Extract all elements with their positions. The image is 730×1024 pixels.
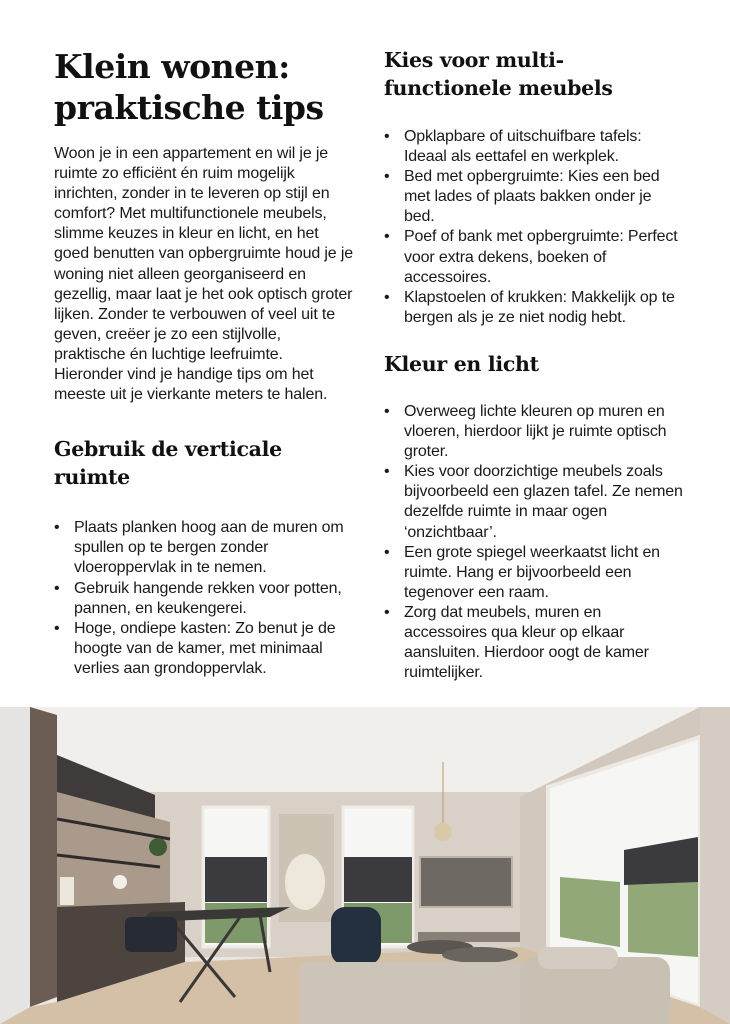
list-item-text: Overweeg lichte kleuren op muren en vloeren, hierdoor lijkt je ruimte optisch groter. [404, 402, 667, 461]
list-item [54, 518, 344, 578]
list-item-text: Opklapbare of uitschuifbare tafels: Ideaal als eettafel en werkplek. [404, 128, 642, 166]
list-item [384, 462, 684, 542]
bullet-icon: • [384, 402, 390, 420]
bullet-icon: • [384, 543, 390, 561]
list-item-text: Een grote spiegel weerkaatst licht en ruimte. Hang er bijvoorbeeld een tegenover een raam. [404, 543, 660, 601]
blind-center [344, 857, 412, 902]
section-heading-color-light: Kleur en licht [384, 351, 539, 376]
list-item-text: Poef of bank met opbergruimte: Perfect voor extra dekens, boeken of accessoires. [404, 228, 678, 286]
vase [60, 877, 74, 905]
list-item [384, 288, 684, 328]
list-item [384, 543, 684, 603]
garden-view [560, 877, 620, 947]
blind-left [205, 857, 267, 902]
right-column [384, 46, 704, 683]
bullet-icon: • [54, 579, 60, 597]
list-item-text: Plaats planken hoog aan de muren om spullen op te bergen zonder vloeroppervlak in te nemen. [74, 519, 344, 577]
interior-photo [0, 707, 730, 1024]
list-item [384, 127, 684, 167]
tips-list-multifunctional [384, 127, 684, 328]
bullet-icon: • [384, 288, 390, 306]
page-title: Klein wonen: praktische tips [54, 47, 324, 127]
intro-paragraph: Woon je in een appartement en wil je je ruimte zo efficiënt én ruim mogelijk inrichten, zonder in te leveren op stijl en comfort? Met multifunctionele meubels, slimme keuzes in kleur en licht, en het goed benutten van opbergruimte houd je je woning niet alleen georganiseerd en gezellig, maar laat je het ook optisch groter lijken. Zonder te verbouwen of veel uit te geven, creëer je zo een stijlvolle, praktische én luchtige leefruimte. Hieronder vind je handige tips om het meeste uit je vierkante meters te halen. [54, 145, 353, 404]
bullet-icon: • [54, 619, 60, 637]
section-heading-multifunctional [384, 46, 644, 102]
right-pillar [700, 707, 730, 1024]
list-item-text: Kies voor doorzichtige meubels zoals bijvoorbeeld een glazen tafel. Ze nemen dezelfde ruimte in maar ogen ‘onzichtbaar’. [404, 463, 683, 541]
bullet-icon: • [384, 168, 390, 186]
list-item-text: Bed met opbergruimte: Kies een bed met lades of plaats bakken onder je bed. [404, 168, 660, 226]
tips-list-color-light [384, 402, 684, 683]
list-item-text: Zorg dat meubels, muren en accessoires qua kleur op elkaar aansluiten. Hierdoor oogt de kamer ruimtelijker. [404, 603, 649, 682]
pendant-lamp [434, 823, 452, 841]
armchair [331, 907, 381, 965]
coffee-table [442, 947, 518, 963]
bullet-icon: • [384, 603, 390, 621]
list-item [384, 402, 684, 462]
left-column [54, 46, 354, 679]
bullet-icon: • [54, 519, 60, 537]
list-item [54, 619, 344, 679]
section-heading-vertical-space: Gebruik de verticale ruimte [54, 437, 282, 490]
list-item [54, 579, 344, 619]
art-figure [285, 854, 325, 910]
tall-cabinet [30, 707, 57, 1007]
left-wall [0, 707, 30, 1024]
bullet-icon: • [384, 463, 390, 481]
wall-mirror [420, 857, 512, 907]
list-item [384, 603, 684, 683]
desk-chair [125, 917, 177, 952]
bullet-icon: • [384, 228, 390, 246]
tips-list-vertical-space [54, 518, 344, 679]
list-item [384, 227, 684, 287]
lamp-globe [113, 875, 127, 889]
sofa-left [300, 962, 522, 1024]
heading-text: Kies voor multi-functionele meubels [384, 48, 613, 100]
sofa-cushion [538, 947, 618, 969]
list-item-text: Gebruik hangende rekken voor potten, pannen, en keukengerei. [74, 579, 342, 617]
garden-view [628, 882, 698, 957]
bullet-icon: • [384, 128, 390, 145]
list-item [384, 167, 684, 227]
list-item-text: Klapstoelen of krukken: Makkelijk op te bergen als je ze niet nodig hebt. [404, 288, 675, 326]
plant [149, 838, 167, 856]
list-item-text: Hoge, ondiepe kasten: Zo benut je de hoogte van de kamer, met minimaal verlies aan grondoppervlak. [74, 619, 336, 677]
living-room-illustration [0, 707, 730, 1024]
